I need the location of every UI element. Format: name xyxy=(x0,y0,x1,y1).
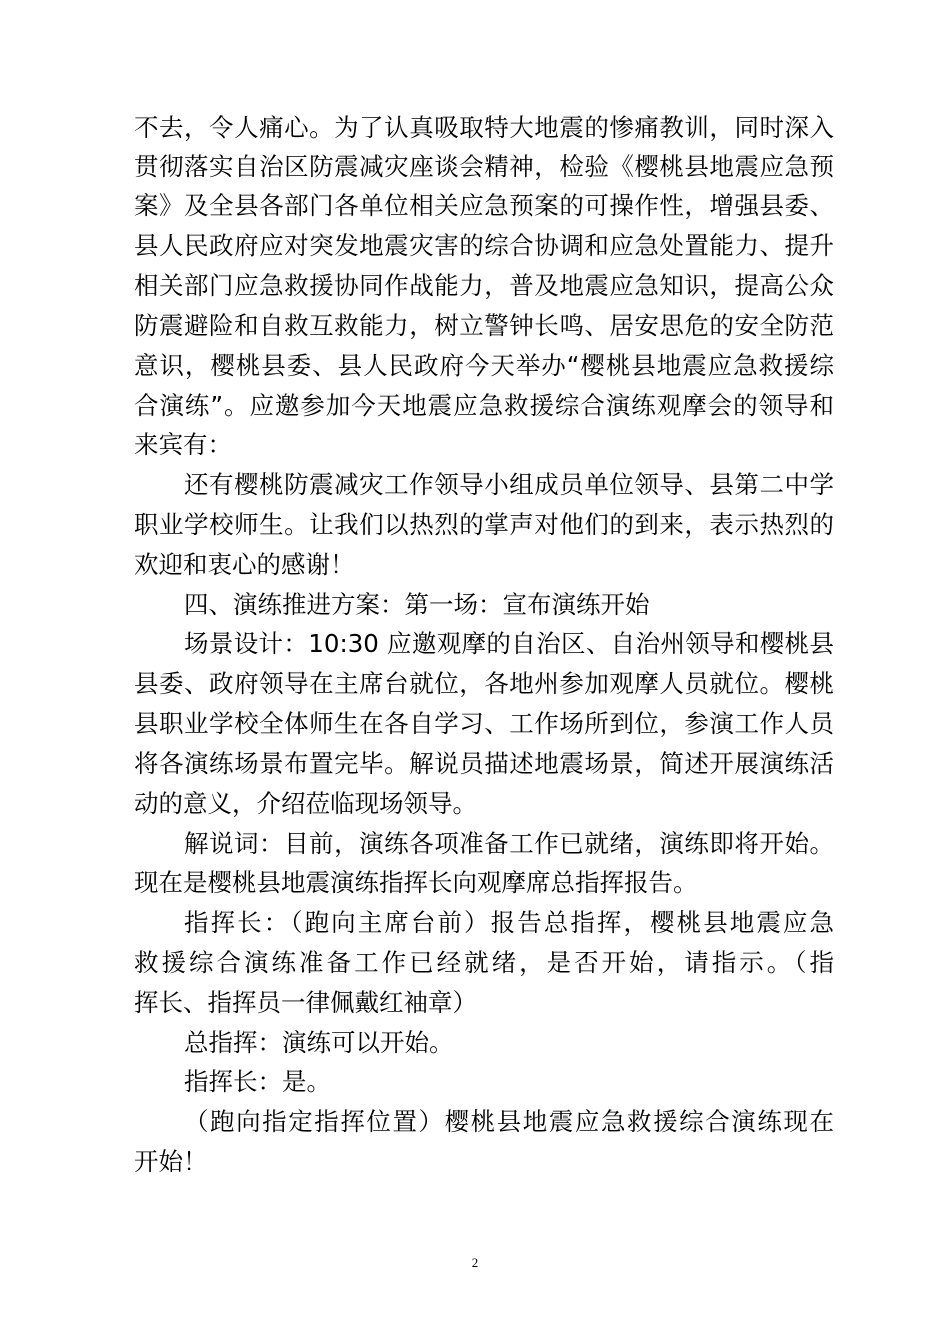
paragraph-first-line: 场景设计：10:30 应邀观摩的自治区、自治州领导和樱桃县 xyxy=(184,629,834,658)
body-line: 来宾有： xyxy=(134,430,232,459)
body-line: 将各演练场景布置完毕。解说员描述地震场景，简述开展演练活 xyxy=(134,749,834,778)
body-line: 县人民政府应对突发地震灾害的综合协调和应急处置能力、提升 xyxy=(134,231,834,260)
body-line: 救援综合演练准备工作已经就绪，是否开始，请指示。（指 xyxy=(134,948,834,977)
body-line: 欢迎和衷心的感谢！ xyxy=(134,550,355,579)
section-heading: 四、演练推进方案：第一场：宣布演练开始 xyxy=(184,590,650,619)
paragraph-first-line: 解说词：目前，演练各项准备工作已就绪，演练即将开始。 xyxy=(184,829,834,858)
body-line: 防震避险和自救互救能力，树立警钟长鸣、居安思危的安全防范 xyxy=(134,311,834,340)
body-line: 不去，令人痛心。为了认真吸取特大地震的惨痛教训，同时深入 xyxy=(134,113,834,142)
body-line: 县委、政府领导在主席台就位，各地州参加观摩人员就位。樱桃 xyxy=(134,669,834,698)
body-line: 县职业学校全体师生在各自学习、工作场所到位，参演工作人员 xyxy=(134,709,834,738)
body-line: 开始！ xyxy=(134,1147,208,1176)
body-line: 案》及全县各部门各单位相关应急预案的可操作性，增强县委、 xyxy=(134,191,834,220)
body-line: 挥长、指挥员一律佩戴红袖章） xyxy=(134,988,477,1017)
paragraph-first-line: 指挥长：（跑向主席台前）报告总指挥，樱桃县地震应急 xyxy=(184,908,834,937)
paragraph-first-line: 总指挥：演练可以开始。 xyxy=(184,1028,454,1057)
paragraph-first-line: （跑向指定指挥位置）樱桃县地震应急救援综合演练现在 xyxy=(184,1107,834,1136)
body-line: 意识，樱桃县委、县人民政府今天举办“樱桃县地震应急救援综 xyxy=(134,351,834,380)
body-line: 现在是樱桃县地震演练指挥长向观摩席总指挥报告。 xyxy=(134,868,698,897)
body-line: 职业学校师生。让我们以热烈的掌声对他们的到来，表示热烈的 xyxy=(134,510,834,539)
body-line: 相关部门应急救援协同作战能力，普及地震应急知识，提高公众 xyxy=(134,271,834,300)
page-number: 2 xyxy=(471,1255,479,1270)
body-line: 合演练”。应邀参加今天地震应急救援综合演练观摩会的领导和 xyxy=(134,391,834,420)
body-line: 动的意义，介绍莅临现场领导。 xyxy=(134,789,477,818)
paragraph-first-line: 还有樱桃防震减灾工作领导小组成员单位领导、县第二中学 xyxy=(184,470,834,499)
paragraph-first-line: 指挥长：是。 xyxy=(184,1067,331,1096)
body-line: 贯彻落实自治区防震减灾座谈会精神，检验《樱桃县地震应急预 xyxy=(134,152,834,181)
